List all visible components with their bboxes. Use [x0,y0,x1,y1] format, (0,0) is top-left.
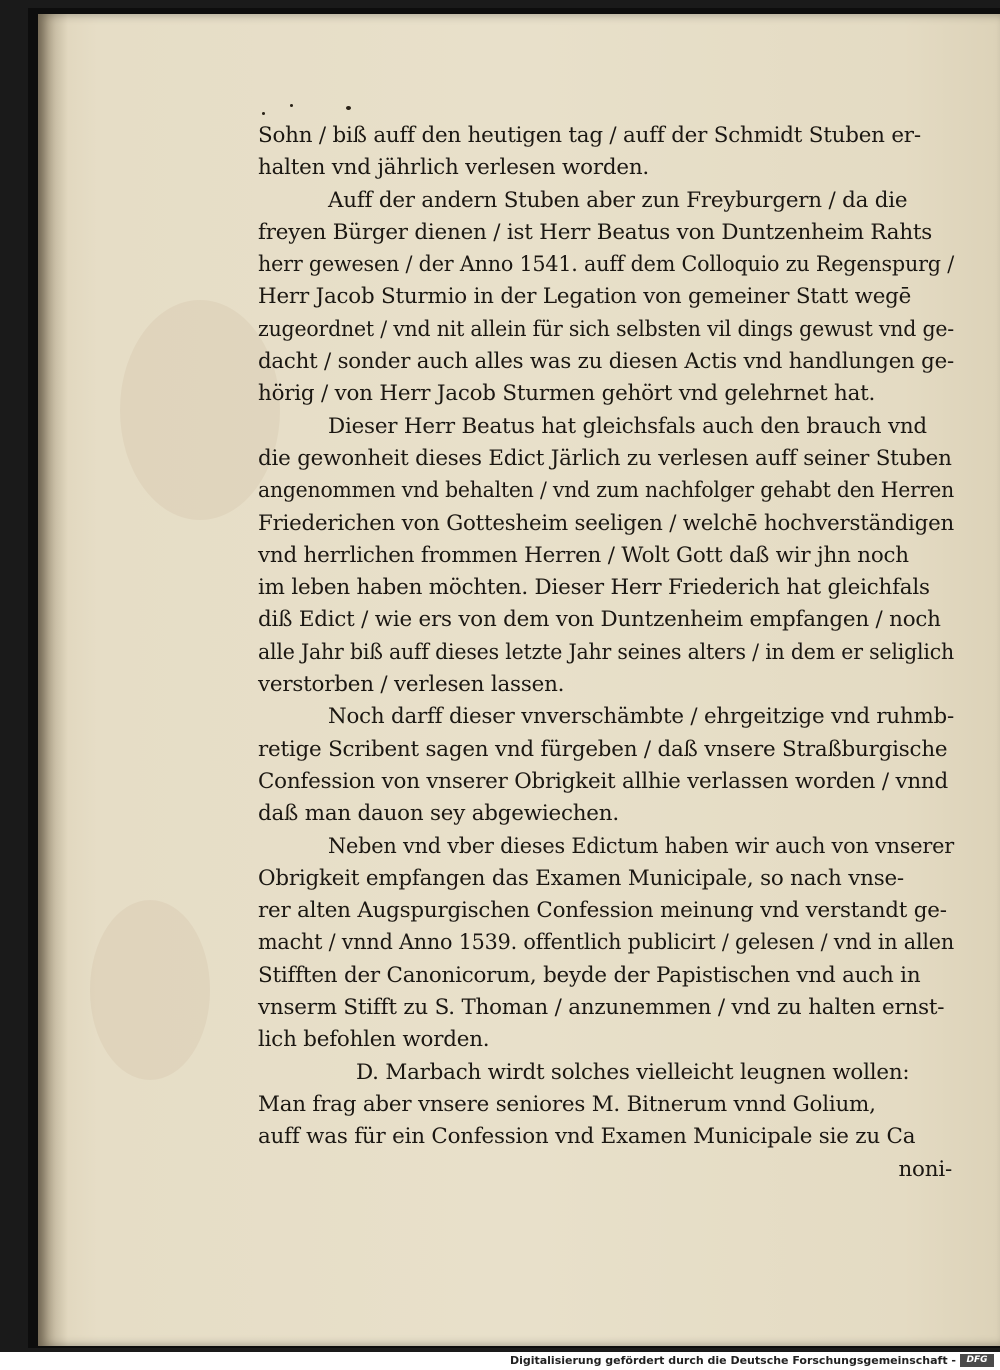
ink-speck [290,104,293,107]
catchword: noni- [898,1156,952,1182]
page-gutter-shadow [38,14,68,1346]
text-line: Herr Jacob Sturmio in der Legation von gemeiner Statt wegē [258,284,912,310]
text-line: Neben vnd vber dieses Edictum haben wir auch von vnserer [328,833,954,859]
text-line: alle Jahr biß auff dieses letzte Jahr seines alters / in dem er seliglich [258,639,954,665]
ink-speck [262,112,265,115]
text-line: herr gewesen / der Anno 1541. auff dem Colloquio zu Regenspurg / [258,252,954,278]
text-line: Obrigkeit empfangen das Examen Municipale, so nach vnse- [258,865,904,891]
text-line: Noch darff dieser vnverschämbte / ehrgeitzige vnd ruhmb- [328,704,954,730]
text-line: macht / vnnd Anno 1539. offentlich publicirt / gelesen / vnd in allen [258,930,954,956]
text-line: Friederichen von Gottesheim seeligen / welchē hochverständigen [258,510,954,536]
text-line: dacht / sonder auch alles was zu diesen Actis vnd handlungen ge- [258,349,954,375]
text-line: Dieser Herr Beatus hat gleichsfals auch den brauch vnd [328,413,927,439]
text-line: vnd herrlichen frommen Herren / Wolt Gott daß wir jhn noch [258,542,909,568]
text-line: lich befohlen worden. [258,1027,490,1053]
paper-stain [90,900,210,1080]
text-line: Auff der andern Stuben aber zun Freyburgern / da die [328,187,908,213]
ink-speck [346,106,351,110]
text-line: diß Edict / wie ers von dem von Duntzenheim empfangen / noch [258,607,941,633]
text-line: Confession von vnserer Obrigkeit allhie verlassen worden / vnnd [258,768,948,794]
text-line: verstorben / verlesen lassen. [258,672,565,698]
text-line: retige Scribent sagen vnd fürgeben / daß vnsere Straßburgische [258,736,948,762]
text-line: vnserm Stifft zu S. Thoman / anzunemmen / vnd zu halten ernst- [258,995,945,1021]
text-line: hörig / von Herr Jacob Sturmen gehört vnd gelehrnet hat. [258,381,876,407]
text-line: daß man dauon sey abgewiechen. [258,801,619,827]
text-line: Man frag aber vnsere seniores M. Bitnerum vnnd Golium, [258,1091,876,1117]
text-line: freyen Bürger dienen / ist Herr Beatus von Duntzenheim Rahts [258,219,933,245]
text-line: halten vnd jährlich verlesen worden. [258,155,650,181]
text-line: auff was für ein Confession vnd Examen Municipale sie zu Ca [258,1124,916,1150]
funding-credit: Digitalisierung gefördert durch die Deutsche Forschungsgemeinschaft - [509,1354,956,1367]
text-line: rer alten Augspurgischen Confession meinung vnd verstandt ge- [258,898,947,924]
text-line: Sohn / biß auff den heutigen tag / auff der Schmidt Stuben er- [258,123,921,148]
text-line: Stifften der Canonicorum, beyde der Papistischen vnd auch in [258,962,921,988]
text-line: zugeordnet / vnd nit allein für sich selbsten vil dings gewust vnd ge- [258,316,954,342]
text-line: angenommen vnd behalten / vnd zum nachfolger gehabt den Herren [258,478,954,504]
dfg-logo: DFG [960,1354,994,1367]
paper-stain [120,300,280,520]
text-line: im leben haben möchten. Dieser Herr Friederich hat gleichfals [258,575,930,601]
text-line: die gewonheit dieses Edict Järlich zu verlesen auff seiner Stuben [258,445,952,471]
text-line: D. Marbach wirdt solches vielleicht leugnen wollen: [356,1059,910,1085]
page-text [258,120,958,1186]
